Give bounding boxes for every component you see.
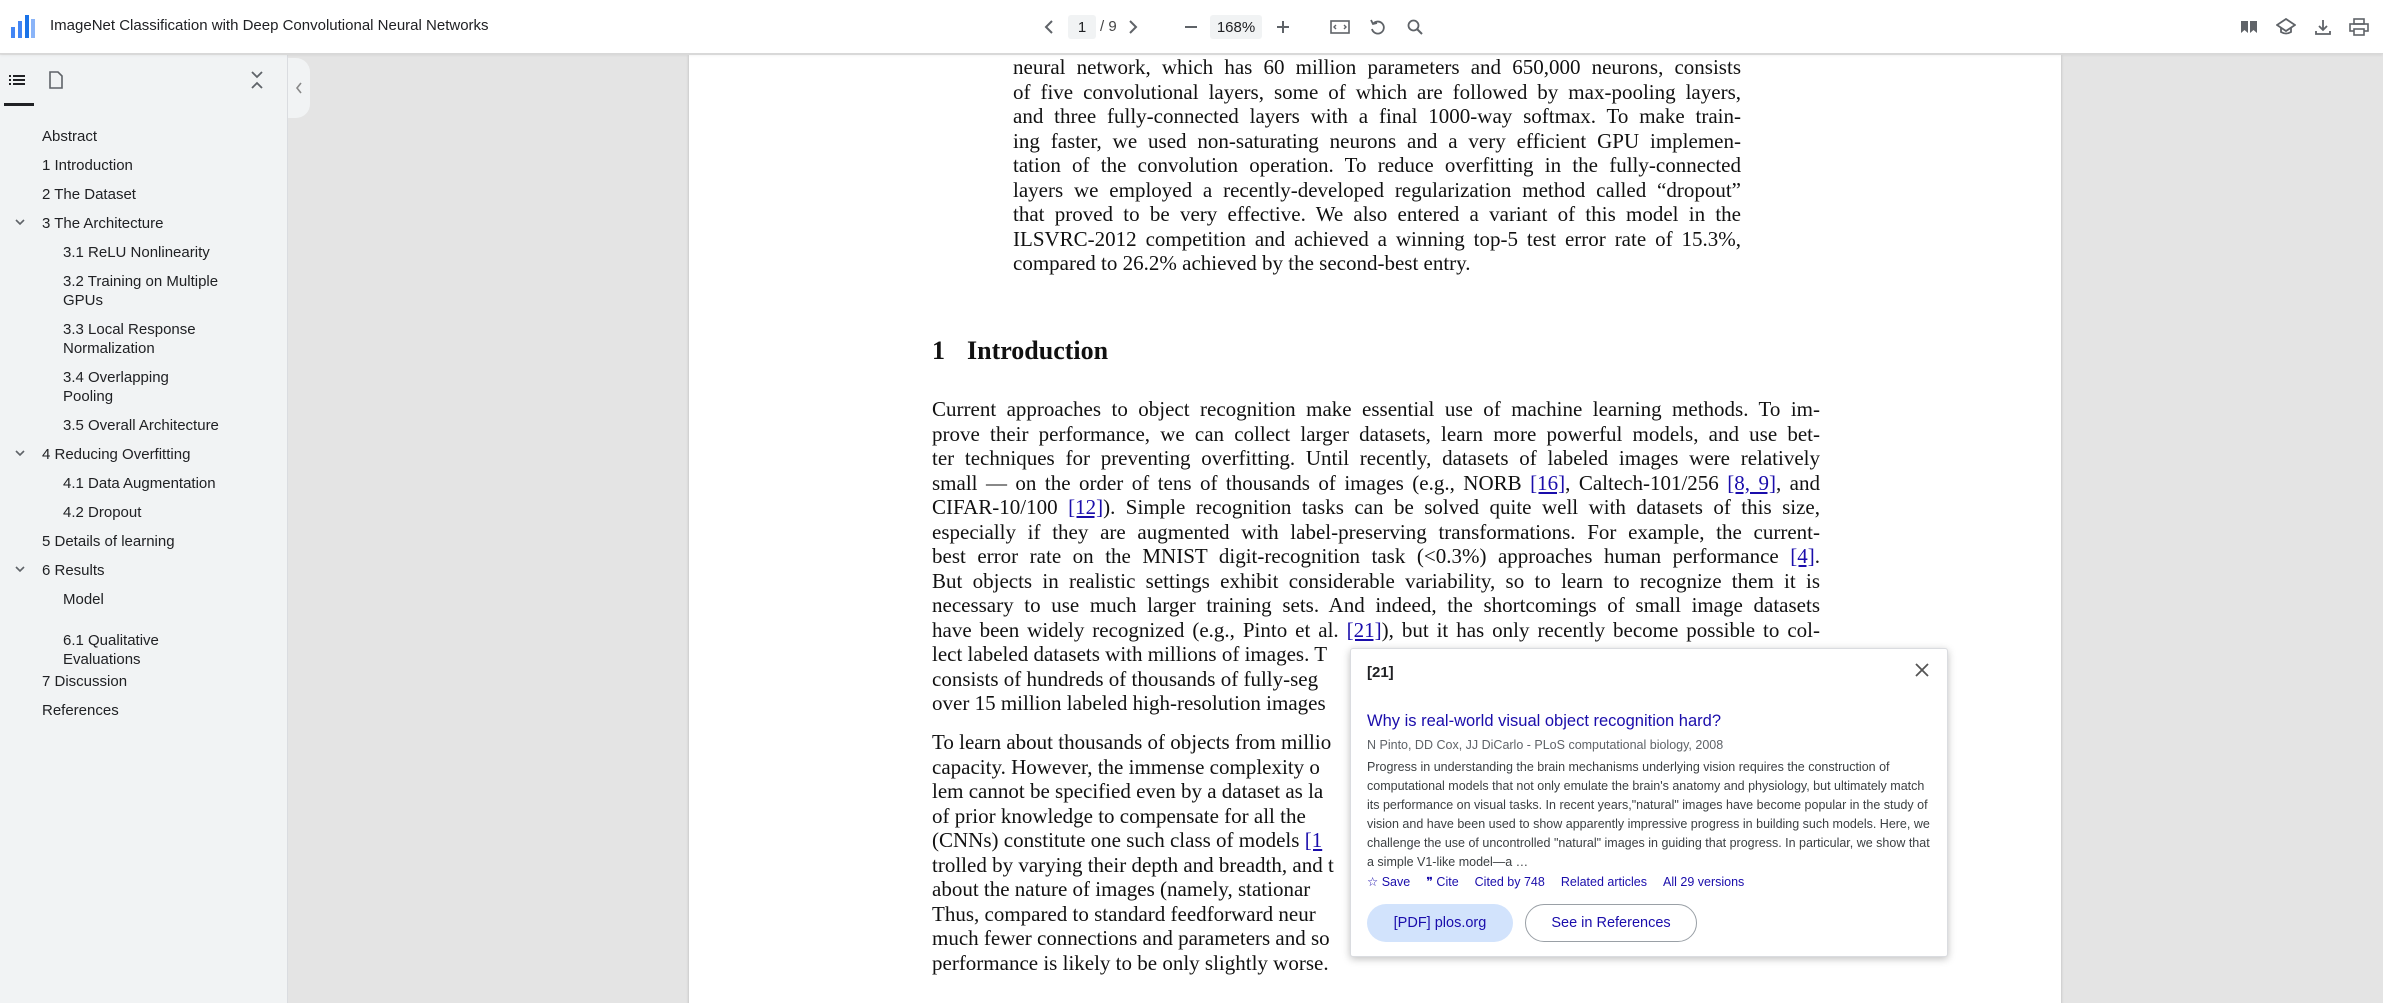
outline-item[interactable]: [42, 561, 105, 580]
paper-actions: [1367, 874, 1744, 889]
outline-item-label: 3.2 Training on Multiple: [63, 273, 219, 290]
outline-item[interactable]: [42, 701, 119, 720]
text-line: of five convolutional layers, some of which are followed by max-pooling layers,: [1013, 79, 1741, 104]
text-line: about the nature of images (namely, stationar: [932, 877, 1311, 901]
text-line: [932, 471, 1820, 496]
text-line: capacity. However, the immense complexity o: [932, 754, 1320, 779]
outline-item[interactable]: [63, 590, 104, 609]
text-span: CIFAR-10/100: [932, 495, 1069, 519]
collapse-all-icon[interactable]: [247, 69, 267, 91]
zoom-in-icon[interactable]: [1272, 14, 1294, 40]
text-line: neural network, which has 60 million parameters and 650,000 neurons, consists: [1013, 55, 1741, 79]
zoom-level[interactable]: 168%: [1210, 15, 1262, 39]
outline-item-label: 4 Reducing Overfitting: [42, 446, 191, 463]
outline-item-label: 3 The Architecture: [42, 215, 164, 232]
section-title: Introduction: [967, 336, 1109, 365]
text-line: Thus, compared to standard feedforward neur: [932, 901, 1316, 926]
outline-item-label: Abstract: [42, 128, 98, 145]
text-line: [932, 495, 1820, 520]
outline-item[interactable]: [42, 532, 175, 551]
text-line: But objects in realistic settings exhibit considerable variability, so to learn to recognize them it is: [932, 568, 1820, 593]
rotate-icon[interactable]: [1366, 14, 1390, 40]
citation-link[interactable]: [21]: [1346, 617, 1382, 642]
search-icon[interactable]: [1403, 14, 1427, 40]
text-line: and three fully-connected layers with a final 1000-way softmax. To make train-: [1013, 104, 1741, 128]
outline-item-label: 3.3 Local Response: [63, 321, 196, 338]
text-line: tation of the convolution operation. To reduce overfitting in the fully-connected: [1013, 153, 1741, 177]
outline-item[interactable]: [42, 445, 190, 464]
abstract-text: [1013, 55, 1741, 276]
outline-item-label: References: [42, 702, 119, 719]
outline-item-label: 6 Results: [42, 562, 105, 579]
download-icon[interactable]: [2311, 14, 2335, 40]
scholar-icon[interactable]: [2274, 14, 2298, 40]
text-line: ter techniques for preventing overfitting. Until recently, datasets of labeled images were relatively: [932, 446, 1820, 470]
text-span: best error rate on the MNIST digit-recognition task (<0.3%) approaches human performance: [932, 544, 1791, 568]
citation-link[interactable]: [16]: [1530, 470, 1566, 495]
outline-item-label: Evaluations: [63, 651, 141, 668]
outline-item[interactable]: [42, 185, 136, 204]
outline-item-label: 4.1 Data Augmentation: [63, 475, 216, 492]
citation-link[interactable]: [8, 9]: [1727, 470, 1776, 495]
outline-item[interactable]: [42, 127, 97, 146]
text-span: ). Simple recognition tasks can be solved quite well with datasets of this size,: [1103, 495, 1820, 519]
print-icon[interactable]: [2347, 14, 2371, 40]
outline-item-label: 2 The Dataset: [42, 186, 136, 203]
text-line: trolled by varying their depth and breadth, and t: [932, 852, 1334, 877]
text-line: lect labeled datasets with millions of images. T: [932, 642, 1328, 666]
text-line: To learn about thousands of objects from millio: [932, 730, 1332, 754]
text-line: ILSVRC-2012 competition and achieved a winning top-5 test error rate of 15.3%,: [1013, 226, 1741, 251]
outline-item-label: GPUs: [63, 292, 104, 309]
citation-link[interactable]: [12]: [1068, 495, 1104, 519]
text-span: .: [1814, 544, 1820, 568]
outline-item-label: Pooling: [63, 388, 114, 405]
text-line: [932, 544, 1820, 569]
text-line: especially if they are augmented with label-preserving transformations. For example, the current-: [932, 519, 1820, 544]
text-line: much fewer connections and parameters and so: [932, 926, 1330, 950]
text-line: of prior knowledge to compensate for all the: [932, 803, 1306, 828]
zoom-out-icon[interactable]: [1180, 14, 1202, 40]
outline-item-label: 3.5 Overall Architecture: [63, 417, 219, 434]
all-versions-link[interactable]: All 29 versions: [1663, 874, 1745, 889]
text-line: compared to 26.2% achieved by the second-best entry.: [1013, 251, 1471, 275]
outline-item[interactable]: [42, 214, 163, 233]
text-span: , and: [1775, 470, 1820, 495]
sidebar-tabs: [0, 55, 288, 105]
citation-ref: [21]: [1367, 664, 1394, 681]
page-total: / 9: [1100, 18, 1117, 35]
text-line: layers we employed a recently-developed regularization method called “dropout”: [1013, 177, 1741, 202]
active-tab-indicator: [4, 103, 34, 106]
citation-popup: [1350, 648, 1948, 957]
outline-item[interactable]: [63, 416, 219, 435]
chevron-down-icon[interactable]: [14, 447, 26, 462]
citation-link[interactable]: [4]: [1790, 544, 1815, 568]
text-span: (CNNs) constitute one such class of models: [932, 828, 1305, 852]
bookmark-icon[interactable]: [2237, 14, 2261, 40]
outline-item-label: 1 Introduction: [42, 157, 133, 174]
citation-link[interactable]: [1: [1304, 828, 1323, 852]
prev-page-icon[interactable]: [1038, 14, 1060, 40]
outline-item[interactable]: [63, 503, 141, 522]
thumbnails-tab-icon[interactable]: [46, 69, 66, 91]
text-line: over 15 million labeled high-resolution images: [932, 691, 1326, 715]
outline-item[interactable]: [63, 320, 196, 358]
chevron-down-icon[interactable]: [14, 563, 26, 578]
pdf-link-button[interactable]: [PDF] plos.org: [1367, 904, 1513, 942]
outline-item-label: 4.2 Dropout: [63, 504, 142, 521]
outline-item[interactable]: [42, 156, 133, 175]
text-span: ), but it has only recently become possible to col-: [1381, 617, 1820, 642]
document-viewer[interactable]: [289, 55, 2383, 1003]
outline-item-label: Normalization: [63, 340, 155, 357]
paper-authors: N Pinto, DD Cox, JJ DiCarlo - PLoS computational biology, 2008: [1367, 738, 1724, 752]
text-span: have been widely recognized (e.g., Pinto et al.: [932, 617, 1347, 642]
related-articles-link[interactable]: Related articles: [1560, 874, 1647, 889]
outline-item[interactable]: [63, 631, 159, 669]
text-line: consists of hundreds of thousands of fully-seg: [932, 666, 1319, 691]
page-number-input[interactable]: 1: [1068, 15, 1096, 39]
outline-tab-icon[interactable]: [6, 69, 28, 91]
outline-item[interactable]: [63, 368, 169, 406]
text-line: lem cannot be specified even by a dataset as la: [932, 779, 1324, 803]
paper-title-link[interactable]: Why is real-world visual object recognition hard?: [1367, 712, 1721, 730]
text-span: , Caltech-101/256: [1565, 470, 1728, 495]
outline-item[interactable]: [63, 243, 210, 262]
outline-item[interactable]: [63, 272, 218, 310]
logo-icon: [10, 13, 36, 39]
outline-item[interactable]: [42, 672, 127, 691]
fit-page-icon[interactable]: [1328, 14, 1352, 40]
toolbar: [0, 0, 2383, 54]
chevron-down-icon[interactable]: [14, 216, 26, 231]
text-line: [932, 618, 1820, 643]
outline-item-label: 3.1 ReLU Nonlinearity: [63, 244, 210, 261]
outline-item-label: 5 Details of learning: [42, 533, 175, 550]
outline-item-label: 3.4 Overlapping: [63, 369, 169, 386]
sidebar: [0, 55, 288, 1003]
paper-abstract: Progress in understanding the brain mechanisms underlying vision requires the construction of computational models that not only emulate the brain's anatomy and physiology, but ultimately match its performance on visual tasks. In recent years,"natural" images have become popular in the study of vision and have been used to show apparently impressive progress in building such models. Here, we challenge the use of uncontrolled "natural" images in guiding that progress. In particular, we show that a simple V1-like model—a …: [1367, 760, 1930, 869]
outline-item-label: 6.1 Qualitative: [63, 632, 159, 649]
save-button[interactable]: [1367, 874, 1410, 889]
text-line: ing faster, we used non-saturating neurons and a very efficient GPU implemen-: [1013, 128, 1741, 153]
see-in-references-button[interactable]: See in References: [1525, 904, 1697, 942]
section-number: 1: [932, 336, 945, 365]
text-line: Current approaches to object recognition make essential use of machine learning methods. To im-: [932, 397, 1820, 421]
cite-label: Cite: [1436, 875, 1459, 889]
section-heading: [932, 336, 1108, 366]
text-line: performance is likely to be only slightly worse.: [932, 950, 1329, 975]
cite-button[interactable]: [1426, 874, 1458, 889]
text-line: prove their performance, we can collect larger datasets, learn more powerful models, and use bet-: [932, 421, 1820, 446]
text-span: small — on the order of tens of thousands of images (e.g., NORB: [932, 470, 1531, 495]
text-line: that proved to be very effective. We also entered a variant of this model in the: [1013, 202, 1741, 226]
outline-item-label: Model: [63, 591, 104, 608]
quote-icon: ❞: [1426, 875, 1433, 889]
outline-item[interactable]: [63, 474, 216, 493]
star-icon: ☆: [1367, 875, 1379, 889]
close-icon[interactable]: [1911, 659, 1933, 681]
document-title: ImageNet Classification with Deep Convolutional Neural Networks: [50, 17, 489, 34]
outline-item-label: 7 Discussion: [42, 673, 128, 690]
next-page-icon[interactable]: [1122, 14, 1144, 40]
text-line: necessary to use much larger training sets. And indeed, the shortcomings of small image datasets: [932, 593, 1820, 617]
save-label: Save: [1381, 875, 1411, 889]
cited-by-link[interactable]: Cited by 748: [1474, 874, 1545, 889]
